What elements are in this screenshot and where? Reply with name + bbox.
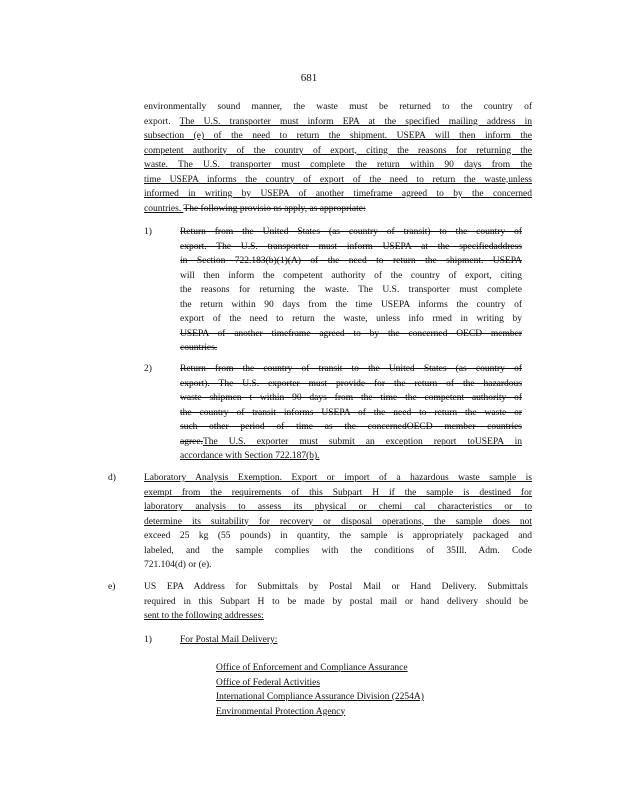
struck-text: countries. [180, 343, 218, 353]
address-line-4: Environmental Protection Agency [216, 706, 346, 717]
text-run: the return within 90 days from the time USEPA informs the country of [180, 299, 522, 310]
text-line [144, 129, 532, 144]
text-line [180, 435, 522, 450]
text-line [180, 327, 522, 342]
text-run: US EPA Address for Submittals by Postal Mail or Hand Delivery. Submittals [144, 582, 528, 592]
struck-text: USEPA of another timeframe agreed to by the concerned OECD member [180, 328, 522, 339]
text-line [144, 486, 532, 501]
text-line [144, 595, 528, 610]
text-line [180, 283, 522, 298]
text-line [180, 254, 522, 269]
text-line [144, 500, 532, 515]
item-1-label: 1) [144, 227, 152, 237]
text-run: export. [144, 116, 180, 127]
inserted-text: exempt from the requirements of this Subpart H if the sample is destined for [144, 487, 532, 498]
text-run: the reasons for returning the waste. The U.S. transporter must complete [180, 285, 522, 295]
inserted-text: sent to the following addresses: [144, 611, 264, 621]
inserted-text: competent authority of the country of export, citing the reasons for returning the [144, 145, 532, 156]
text-line [144, 100, 532, 115]
page-number: 681 [300, 72, 318, 84]
text-line [144, 115, 532, 130]
mailing-address [216, 661, 424, 719]
inserted-text: waste. The U.S. transporter must complete the return within 90 days from the [144, 160, 532, 170]
text-line [144, 471, 532, 486]
text-line [180, 312, 522, 327]
text-line [180, 406, 522, 421]
address-line-3: International Compliance Assurance Division (2254A) [216, 692, 424, 702]
inserted-text: Laboratory Analysis Exemption. Export or import of a hazardous waste sample is [144, 473, 532, 483]
subsection-e-label: e) [108, 582, 116, 592]
subsection-d-label: d) [108, 473, 116, 483]
text-run: required in this Subpart H to be made by postal mail or hand delivery should be [144, 596, 528, 607]
struck-text: waste shipmen t within 90 days from the time the competent authority of [180, 393, 522, 403]
text-line [144, 158, 532, 173]
text-line [144, 544, 532, 559]
inserted-text: time USEPA informs the country of export of the need to return the waste,unless [144, 174, 532, 185]
text-line [180, 240, 522, 255]
struck-text: such other period of time as the concernedOECD member countries [180, 422, 522, 432]
inserted-text: subsection (e) of the need to return the shipment. USEPA will then inform the [144, 131, 532, 141]
text-run: export of the need to return the waste, unless info rmed in writing by [180, 314, 522, 324]
address-line-1: Office of Enforcement and Compliance Assurance [216, 663, 408, 673]
text-run: environmentally sound manner, the waste must be returned to the country of [144, 102, 532, 112]
postal-mail-heading: For Postal Mail Delivery: [180, 635, 278, 645]
text-line [180, 362, 522, 377]
text-line [144, 187, 532, 202]
text-line [180, 391, 522, 406]
text-line [180, 269, 522, 284]
e-item-1-label: 1) [144, 635, 152, 645]
item-2-label: 2) [144, 364, 152, 374]
struck-text: Return from the country of transit to the United States (as country of [180, 364, 522, 374]
inserted-text: informed in writing by USEPA of another timeframe agreed to by the concerned [144, 189, 532, 199]
struck-text: Return from the United States (as country of transit) to the country of [180, 227, 522, 237]
address-line-2: Office of Federal Activities [216, 677, 321, 688]
struck-text: The following provisio ns apply, as appropriate: [183, 203, 366, 214]
text-line [144, 202, 532, 217]
subsection-d-text [144, 471, 532, 573]
text-run: labeled, and the sample complies with the conditions of 35Ill. Adm. Code [144, 545, 532, 556]
text-line [180, 420, 522, 435]
inserted-text: The U.S. exporter must submit an exception report toUSEPA in [202, 436, 522, 447]
struck-text: in Section 722.183(b)(1)(A) of the need to return the shipment. USEPA [180, 256, 522, 266]
text-line [144, 558, 532, 573]
inserted-text: countries. [144, 203, 184, 214]
text-line [180, 377, 522, 392]
item-2-text [180, 362, 522, 464]
text-line [144, 609, 528, 624]
paragraph-continuation [144, 100, 532, 216]
text-line [144, 144, 532, 159]
text-line [180, 298, 522, 313]
inserted-text: determine its suitability for recovery or disposal operations, the sample does not [144, 516, 532, 527]
subsection-e-text [144, 580, 528, 624]
struck-text: the country of transit informs USEPA of the need to return the waste or [180, 407, 522, 418]
struck-text: export. The U.S. transporter must inform USEPA at the specifiedaddress [180, 241, 522, 252]
item-1-text [180, 225, 522, 356]
text-line [144, 580, 528, 595]
inserted-text: laboratory analysis to assess its physical or chemi cal characteristics or to [144, 502, 532, 512]
text-run: exceed 25 kg (55 pounds) in quantity, the sample is appropriately packaged and [144, 531, 532, 541]
inserted-text: accordance with Section 722.187(b). [180, 451, 320, 461]
text-line [144, 529, 532, 544]
text-line [180, 449, 522, 464]
text-run: 721.104(d) or (e). [144, 560, 212, 570]
text-line [144, 515, 532, 530]
struck-text: agree. [180, 436, 203, 447]
text-line [180, 225, 522, 240]
inserted-text: The U.S. transporter must inform EPA at the specified mailing address in [179, 116, 532, 127]
text-run: will then inform the competent authority of the country of export, citing [180, 270, 522, 281]
text-line [180, 341, 522, 356]
struck-text: export). The U.S. exporter must provide for the return of the hazardous [180, 378, 522, 389]
text-line [144, 173, 532, 188]
